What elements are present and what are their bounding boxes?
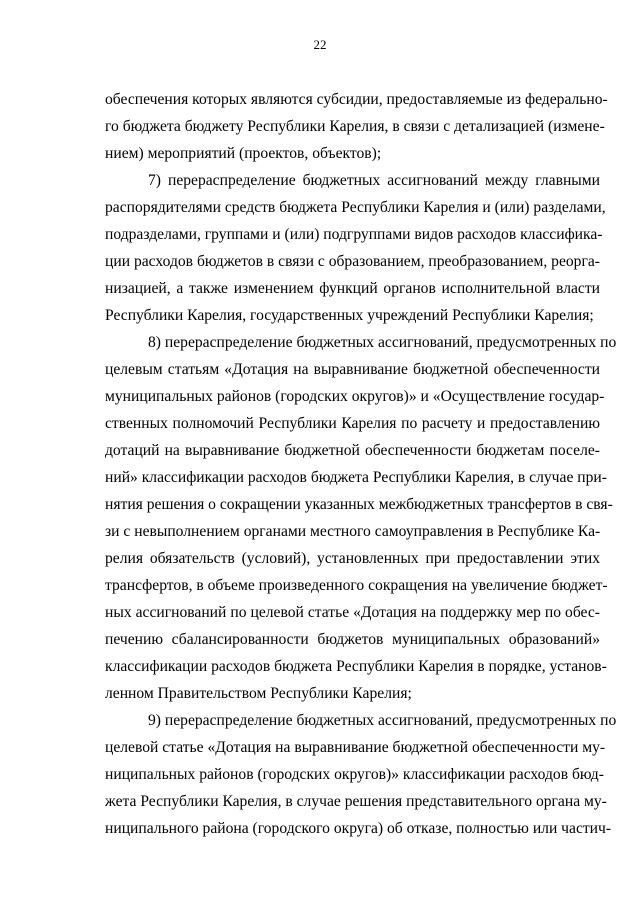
text-line: дотаций на выравнивание бюджетной обеспеченности бюджетам поселе- (105, 442, 600, 459)
text-line: нием) мероприятий (проектов, объектов); (105, 145, 382, 162)
text-line: релия обязательств (условий), установленных при предоставлении этих (105, 550, 600, 567)
text-line: ции расходов бюджетов в связи с образованием, преобразованием, реорга- (105, 253, 600, 270)
text-line: целевым статьям «Дотация на выравнивание бюджетной обеспеченности (105, 361, 600, 378)
text-line: подразделами, группами и (или) подгруппами видов расходов классифика- (105, 226, 603, 243)
text-line: 8) перераспределение бюджетных ассигнований, предусмотренных по (148, 334, 617, 351)
text-line: трансфертов, в объеме произведенного сокращения на увеличение бюджет- (105, 577, 608, 594)
text-line: классификации расходов бюджета Республики Карелия в порядке, установ- (105, 658, 607, 675)
text-line: печению сбалансированности бюджетов муниципальных образований» (105, 631, 600, 648)
text-line: ственных полномочий Республики Карелия по расчету и предоставлению (105, 415, 600, 432)
text-line: распорядителями средств бюджета Республики Карелия и (или) разделами, (105, 199, 606, 216)
text-line: ниципального района (городского округа) об отказе, полностью или частич- (105, 820, 612, 837)
text-line: зи с невыполнением органами местного самоуправления в Республике Ка- (105, 523, 601, 540)
text-line: го бюджета бюджету Республики Карелия, в связи с детализацией (измене- (105, 118, 605, 135)
page-number: 22 (313, 37, 327, 52)
text-line: целевой статье «Дотация на выравнивание бюджетной обеспеченности му- (105, 739, 606, 756)
text-line: ленном Правительством Республики Карелия; (105, 685, 412, 702)
text-line: обеспечения которых являются субсидии, предоставляемые из федерально- (105, 91, 608, 108)
text-line: ниципальных районов (городских округов)» классификации расходов бюд- (105, 766, 604, 783)
text-line: муниципальных районов (городских округов)» и «Осуществление государ- (105, 388, 605, 405)
text-line: ний» классификации расходов бюджета Республики Карелия, в случае при- (105, 469, 607, 486)
text-line: 7) перераспределение бюджетных ассигнований между главными (148, 172, 600, 189)
text-line: ных ассигнований по целевой статье «Дотация на поддержку мер по обес- (105, 604, 600, 621)
text-line: жета Республики Карелия, в случае решения представительного органа му- (105, 793, 607, 810)
text-line: 9) перераспределение бюджетных ассигнований, предусмотренных по (148, 712, 617, 729)
text-line: нятия решения о сокращении указанных межбюджетных трансфертов в свя- (105, 496, 613, 513)
text-line: низацией, а также изменением функций органов исполнительной власти (105, 280, 600, 297)
text-line: Республики Карелия, государственных учреждений Республики Карелия; (105, 307, 594, 324)
